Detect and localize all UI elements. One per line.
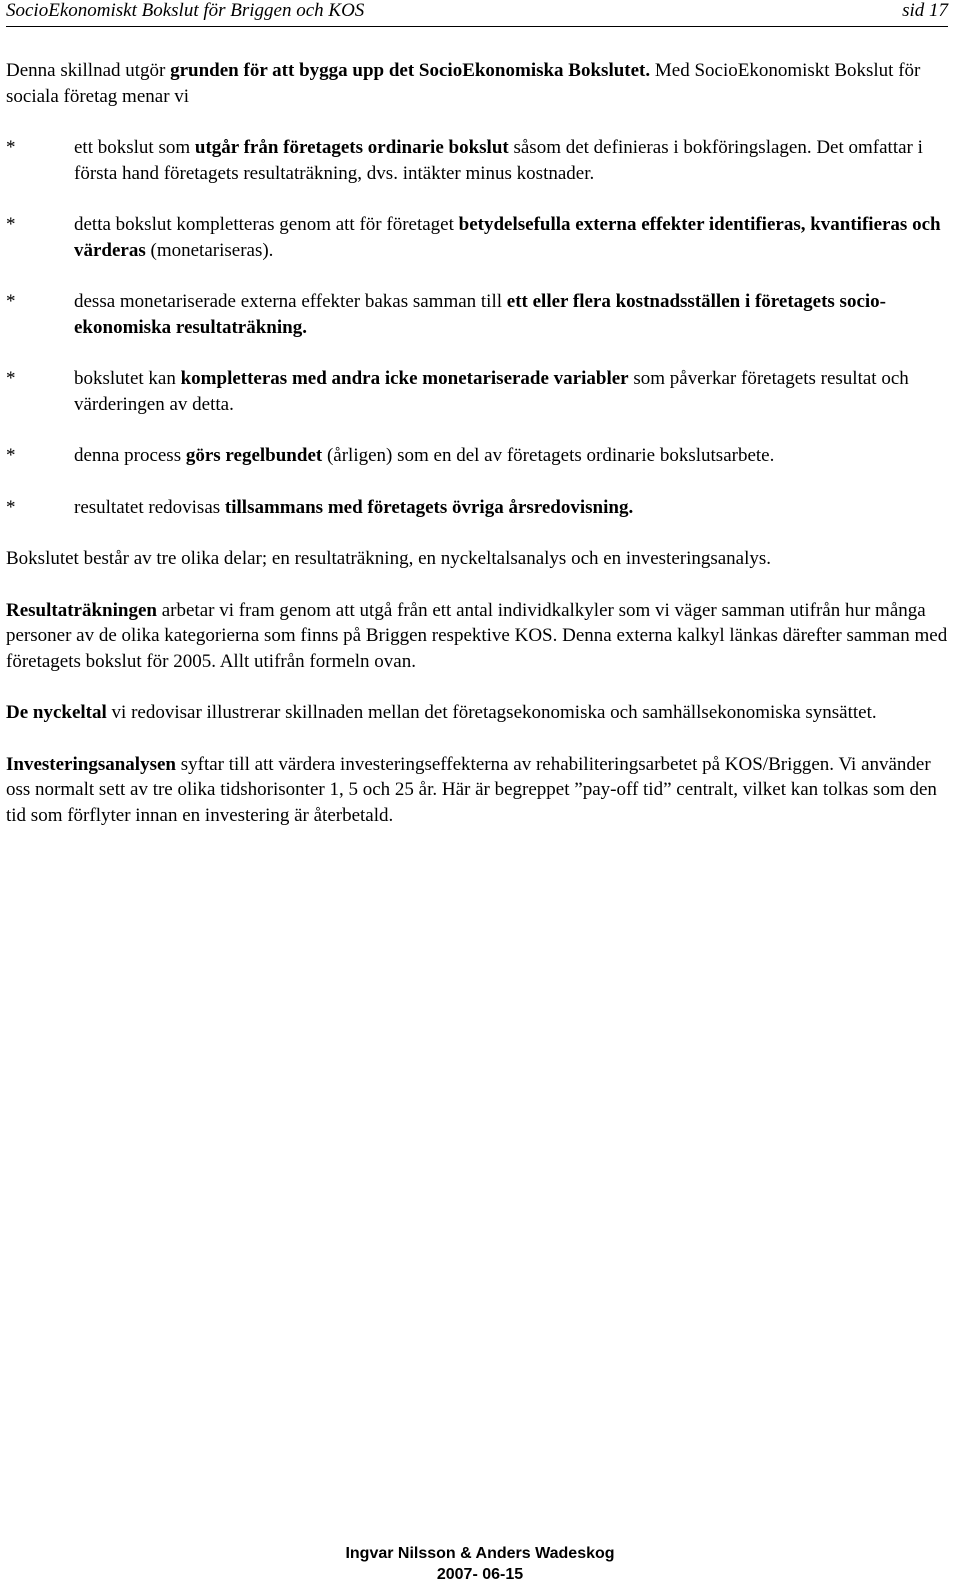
- paragraph-text: arbetar vi fram genom att utgå från ett antal individkalkyler som vi väger samman utifrån hur många personer av de olika kategorierna som finns på Briggen respektive KOS. Denna externa kalkyl länkas därefter samman med företagets bokslut för 2005. Allt utifrån formeln ovan.: [6, 599, 948, 672]
- bullet-text: dessa monetariserade externa effekter bakas samman till: [74, 291, 507, 312]
- bullet-item: [6, 443, 950, 469]
- bullet-bold-text: betydelsefulla externa effekter identifieras, kvantifieras och värderas: [74, 214, 941, 261]
- bullet-bold-text: tillsammans med företagets övriga årsredovisning.: [224, 496, 634, 518]
- bullet-text: bokslutet kan: [74, 368, 181, 389]
- bullet-item: [6, 289, 950, 340]
- bullet-bold-text: utgår från företagets ordinarie bokslut: [194, 137, 509, 158]
- paragraph-investeringsanalys: [6, 752, 950, 829]
- bullet-text: denna process: [74, 445, 186, 466]
- document-title: SocioEkonomiskt Bokslut för Briggen och KOS: [6, 0, 365, 21]
- intro-bold-text: grunden för att bygga upp det SocioEkonomiska Bokslutet.: [170, 60, 651, 81]
- footer-authors: Ingvar Nilsson & Anders Wadeskog: [345, 1545, 615, 1562]
- document-body: [6, 58, 950, 854]
- bullet-item: [6, 135, 950, 186]
- bullet-text: detta bokslut kompletteras genom att för företaget: [74, 214, 459, 235]
- paragraph-bokslut-parts: [6, 546, 950, 572]
- paragraph-text: Bokslutet består av tre olika delar; en resultaträkning, en nyckeltalsanalys och en investeringsanalys.: [6, 548, 772, 569]
- paragraph-nyckeltal: [6, 700, 950, 726]
- bullet-text: såsom det definieras i bokföringslagen. Det omfattar i första hand företagets resultaträkning, dvs. intäkter minus kostnader.: [74, 137, 923, 184]
- paragraph-resultatrakning: [6, 598, 950, 675]
- paragraph-bold-lead: Resultaträkningen: [6, 599, 157, 621]
- bullet-text: (monetariseras).: [145, 239, 274, 261]
- footer-date: 2007- 06-15: [436, 1566, 524, 1583]
- page-number: sid 17: [902, 0, 948, 21]
- bullet-marker: *: [6, 445, 16, 466]
- bullet-item: [6, 212, 950, 263]
- bullet-bold-text: kompletteras med andra icke monetariserade variabler: [180, 368, 629, 389]
- intro-paragraph: [6, 58, 950, 109]
- paragraph-bold-lead: De nyckeltal: [6, 702, 107, 723]
- intro-text-1: Denna skillnad utgör: [6, 60, 171, 81]
- bullet-text: (årligen) som en del av företagets ordinarie bokslutsarbete.: [322, 445, 775, 466]
- bullet-marker: *: [6, 137, 16, 158]
- bullet-marker: *: [6, 368, 16, 389]
- paragraph-text: syftar till att värdera investeringseffekterna av rehabiliteringsarbetet på KOS/Briggen. Vi använder oss normalt sett av tre olika tidshorisonter 1, 5 och 25 år. Här är begreppet ”pay-off tid” centralt, vilket kan tolkas som den tid som förflyter innan en investering är återbetald.: [6, 753, 937, 826]
- bullet-bold-text: görs regelbundet: [185, 445, 323, 466]
- bullet-marker: *: [6, 496, 16, 518]
- bullet-marker: *: [6, 214, 16, 235]
- paragraph-text: vi redovisar illustrerar skillnaden mellan det företagsekonomiska och samhällsekonomiska synsättet.: [106, 702, 877, 723]
- page-header: [6, 0, 948, 27]
- bullet-text: resultatet redovisas: [74, 496, 225, 518]
- paragraph-bold-lead: Investeringsanalysen: [6, 753, 176, 775]
- bullet-text: som påverkar företagets resultat och värderingen av detta.: [74, 368, 909, 415]
- intro-text-2: Med SocioEkonomiskt Bokslut för sociala företag menar vi: [6, 60, 921, 107]
- bullet-marker: *: [6, 291, 16, 312]
- bullet-item: [6, 495, 950, 521]
- bullet-bold-text: ett eller flera kostnadsställen i företagets socio-ekonomiska resultaträkning.: [74, 291, 886, 338]
- bullet-text: ett bokslut som: [74, 137, 195, 158]
- bullet-item: [6, 366, 950, 417]
